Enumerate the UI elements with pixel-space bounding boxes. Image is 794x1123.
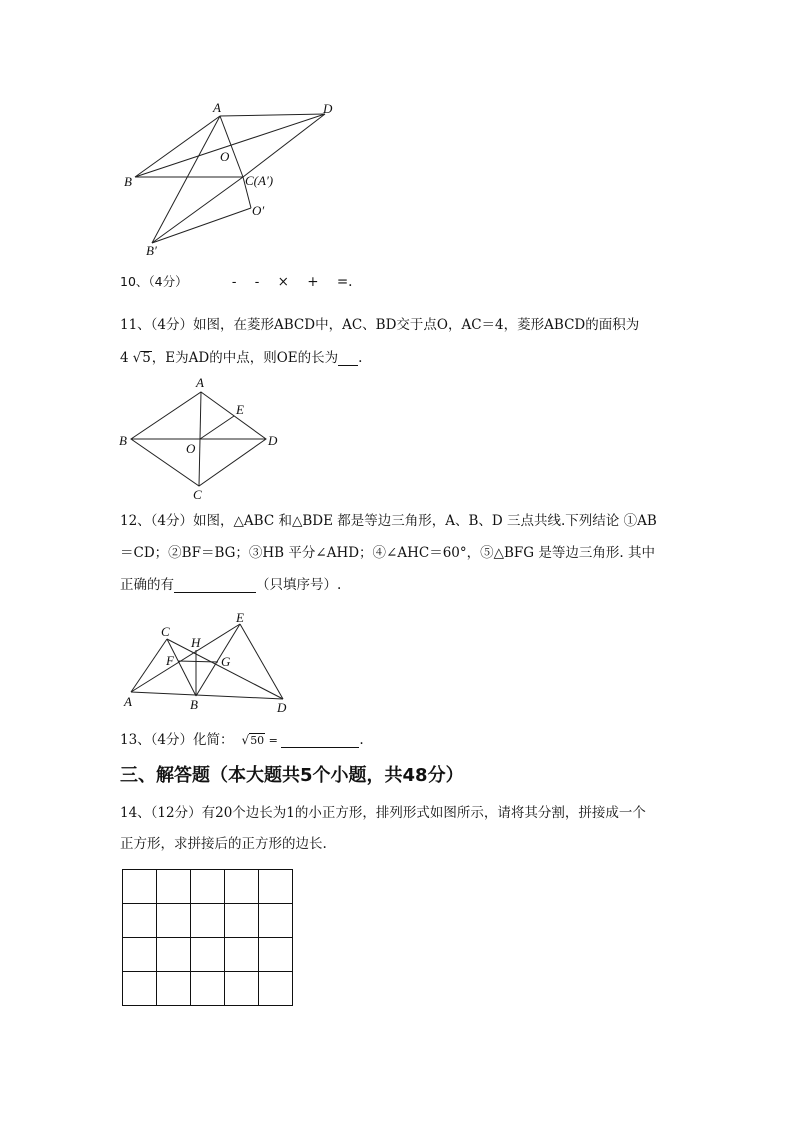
label-F: F (166, 653, 174, 668)
unit-square (123, 904, 157, 938)
question-12-line-1: 12、（4分）如图，△ABC 和△BDE 都是等边三角形，A、B、D 三点共线.下列结论 ①AB (120, 513, 657, 529)
figure-rotated-rhombus (115, 95, 350, 265)
unit-square (259, 870, 293, 904)
label-A: A (196, 375, 204, 390)
label-C: C (161, 624, 170, 639)
segment-OE (200, 416, 234, 439)
unit-square (225, 938, 259, 972)
segment-DC (243, 114, 325, 177)
unit-square (191, 972, 225, 1006)
unit-square (259, 904, 293, 938)
question-12-line-3 (120, 573, 341, 593)
label-O-prime: O′ (252, 203, 265, 218)
answer-blank[interactable] (281, 733, 359, 748)
grid-row (123, 938, 293, 972)
label-E: E (236, 610, 244, 625)
equals-sign: = (265, 734, 282, 747)
segment-FG (178, 661, 218, 662)
figure-rhombus (115, 372, 285, 502)
segment-AD (220, 114, 325, 116)
segment-AB (135, 116, 220, 177)
label-B: B (190, 697, 198, 712)
question-14-line-2: 正方形，求拼接后的正方形的边长. (120, 836, 327, 852)
period: . (359, 732, 364, 748)
segment-AC (131, 639, 167, 692)
label-O: O (186, 441, 196, 456)
question-10-expression: - - × + =. (231, 274, 353, 290)
question-12-text: 正确的有 (120, 577, 174, 593)
radicand: 5 (142, 350, 151, 366)
segment-B2-C (152, 177, 243, 243)
answer-blank[interactable] (174, 578, 256, 593)
question-11-text: ，E为AD的中点，则OE的长为 (151, 350, 339, 366)
period: . (358, 350, 363, 366)
label-D: D (277, 700, 287, 715)
grid-row (123, 904, 293, 938)
question-number: 10、（4分） (120, 274, 188, 289)
coefficient: 4 (120, 350, 129, 366)
label-C: C (193, 487, 202, 502)
unit-square (157, 972, 191, 1006)
question-13-text: 13、（4分）化简： (120, 732, 234, 748)
label-A: A (213, 100, 221, 115)
segment-B2-O2 (152, 208, 251, 243)
question-13: 13、（4分）化简： √50 = . (120, 732, 364, 748)
label-B: B (119, 433, 127, 448)
label-B: B (124, 174, 132, 189)
answer-blank[interactable] (338, 351, 358, 366)
question-11-line-1: 11、（4分）如图，在菱形ABCD中，AC、BD交于点O，AC＝4，菱形ABCD的面积为 (120, 317, 640, 333)
label-B-prime: B′ (146, 243, 157, 258)
unit-square (259, 938, 293, 972)
unit-square (191, 904, 225, 938)
label-H: H (191, 635, 201, 650)
unit-square (191, 870, 225, 904)
unit-square (157, 870, 191, 904)
question-12-hint: （只填序号）. (256, 577, 342, 593)
segment-AB2 (152, 116, 220, 243)
question-11-line-2: 4 √5，E为AD的中点，则OE的长为 . (120, 350, 363, 366)
unit-square (157, 938, 191, 972)
unit-square (225, 904, 259, 938)
unit-square (225, 870, 259, 904)
figure-equilateral-triangles (120, 605, 295, 715)
question-10 (120, 272, 352, 290)
question-12-line-2: ＝CD；②BF＝BG；③HB 平分∠AHD；④∠AHC＝60°，⑤△BFG 是等边三角形. 其中 (120, 545, 655, 561)
segment-AC (220, 116, 243, 177)
segment-AD (131, 692, 283, 699)
unit-square (123, 870, 157, 904)
label-C: C(A′) (245, 173, 274, 188)
radicand: 50 (250, 734, 265, 747)
grid-row (123, 870, 293, 904)
label-G: G (221, 654, 231, 669)
unit-square (123, 972, 157, 1006)
question-14-line-1: 14、（12分）有20个边长为1的小正方形，排列形式如图所示，请将其分割，拼接成一个 (120, 805, 646, 821)
grid-row (123, 972, 293, 1006)
label-D: D (268, 433, 278, 448)
unit-square (157, 904, 191, 938)
segment-BD (135, 114, 325, 177)
label-A: A (124, 694, 132, 709)
label-D: D (323, 101, 333, 116)
unit-square (191, 938, 225, 972)
label-O: O (220, 149, 230, 164)
section-heading: 三、解答题（本大题共5个小题，共48分） (120, 765, 464, 786)
label-E: E (236, 402, 244, 417)
unit-square (225, 972, 259, 1006)
segment-BE (196, 624, 240, 696)
unit-square (259, 972, 293, 1006)
unit-square (123, 938, 157, 972)
unit-square-grid (122, 869, 293, 1006)
